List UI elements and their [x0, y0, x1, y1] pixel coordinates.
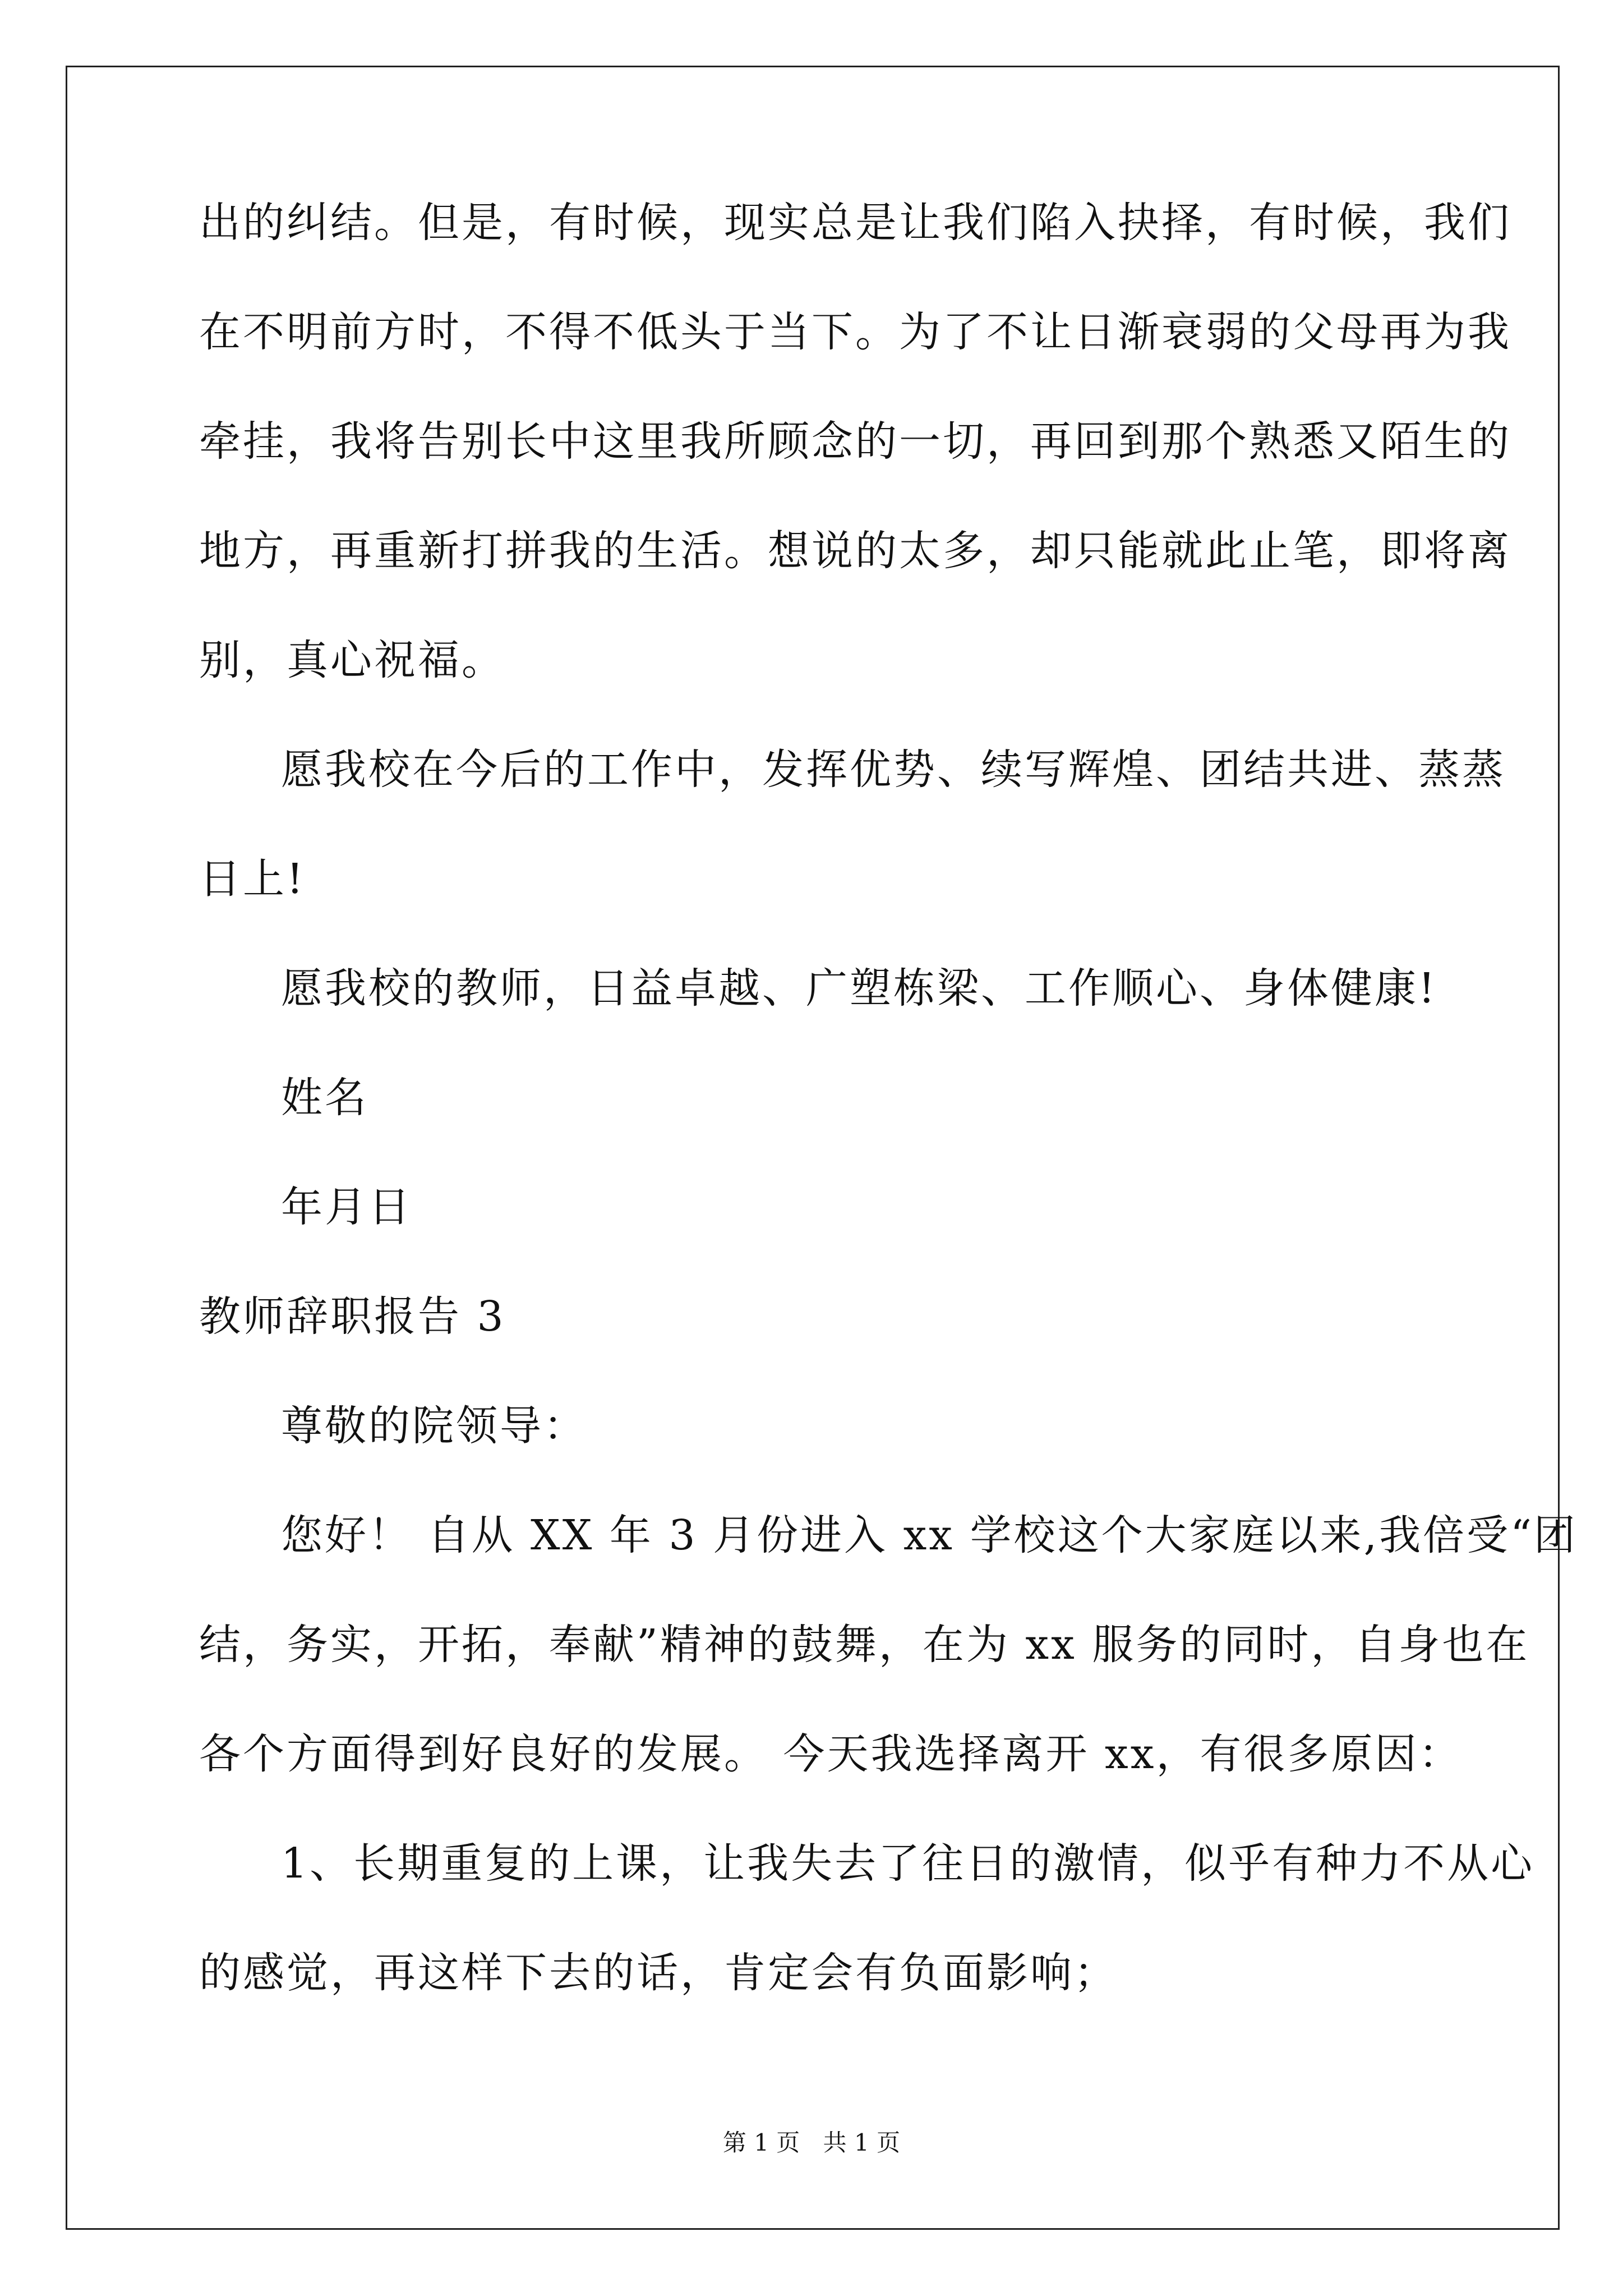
paragraph-line: 愿我校的教师，日益卓越、广塑栋梁、工作顺心、身体健康! — [281, 964, 1437, 1013]
paragraph-line: 的感觉，再这样下去的话，肯定会有负面影响； — [199, 1949, 1118, 1997]
page-footer — [0, 2129, 1623, 2157]
paragraph-line: 地方，再重新打拼我的生活。想说的太多，却只能就此止笔，即将离 — [199, 527, 1511, 575]
paragraph-line: 结，务实，开拓，奉献”精神的鼓舞，在为 xx 服务的同时，自身也在 — [199, 1621, 1530, 1669]
paragraph-line: 愿我校在今后的工作中，发挥优势、续写辉煌、团结共进、蒸蒸 — [281, 746, 1506, 794]
signature-name: 姓名 — [281, 1074, 368, 1122]
signature-date: 年月日 — [281, 1183, 412, 1231]
paragraph-line: 在不明前方时，不得不低头于当下。为了不让日渐衰弱的父母再为我 — [199, 308, 1511, 356]
paragraph-line: 别，真心祝福。 — [199, 636, 505, 684]
salutation: 尊敬的院领导： — [281, 1402, 587, 1450]
paragraph-line: 出的纠结。但是，有时候，现实总是让我们陷入抉择，有时候，我们 — [199, 199, 1511, 247]
page-number: 第 1 页 — [722, 2129, 800, 2156]
page-total: 共 1 页 — [823, 2129, 901, 2156]
paragraph-line: 1、长期重复的上课，让我失去了往日的激情，似乎有种力不从心 — [281, 1839, 1535, 1888]
section-heading: 教师辞职报告 3 — [199, 1292, 506, 1341]
page-border — [66, 66, 1560, 2230]
paragraph-line: 您好！ 自从 XX 年 3 月份进入 xx 学校这个大家庭以来,我倍受“团 — [281, 1511, 1578, 1559]
paragraph-line: 各个方面得到好良好的发展。 今天我选择离开 xx，有很多原因： — [199, 1730, 1463, 1778]
paragraph-line: 日上! — [199, 855, 306, 903]
paragraph-line: 牵挂，我将告别长中这里我所顾念的一切，再回到那个熟悉又陌生的 — [199, 417, 1511, 466]
